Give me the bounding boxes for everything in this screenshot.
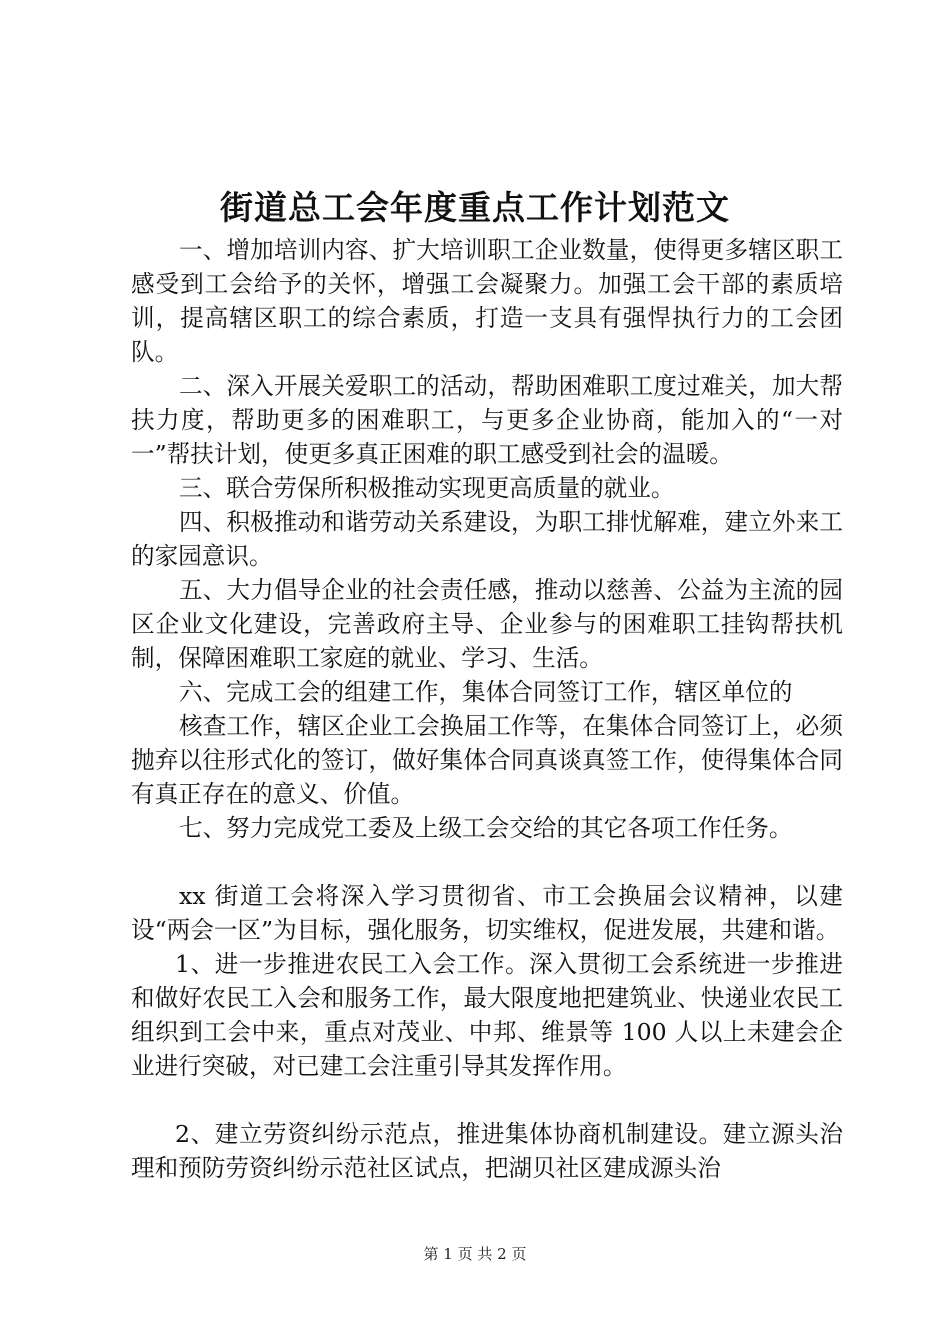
paragraph-9: 1、进一步推进农民工入会工作。深入贯彻工会系统进一步推进和做好农民工入会和服务工作，最大限度地把建筑业、快递业农民工组织到工会中来，重点对茂业、中邦、维景等 100 人以上未建会企业进行突破，对已建工会注重引导其发挥作用。 — [131, 950, 843, 1080]
paragraph-7: 七、努力完成党工委及上级工会交给的其它各项工作任务。 — [179, 814, 793, 842]
blank-line-2 — [131, 1083, 843, 1117]
paragraph-8: xx 街道工会将深入学习贯彻省、市工会换届会议精神，以建设“两会一区”为目标，强化服务，切实维权，促进发展，共建和谐。 — [131, 882, 843, 944]
paragraph-5: 五、大力倡导企业的社会责任感，推动以慈善、公益为主流的园区企业文化建设，完善政府主导、企业参与的困难职工挂钩帮扶机制，保障困难职工家庭的就业、学习、生活。 — [131, 576, 843, 672]
page-footer: 第 1 页 共 2 页 — [423, 1245, 527, 1263]
paragraph-1: 一、增加培训内容、扩大培训职工企业数量，使得更多辖区职工感受到工会给予的关怀，增强工会凝聚力。加强工会干部的素质培训，提高辖区职工的综合素质，打造一支具有强悍执行力的工会团队。 — [131, 236, 843, 366]
paragraph-10: 2、建立劳资纠纷示范点，推进集体协商机制建设。建立源头治理和预防劳资纠纷示范社区试点，把湖贝社区建成源头治 — [131, 1120, 843, 1182]
paragraph-3: 三、联合劳保所积极推动实现更高质量的就业。 — [179, 474, 675, 502]
blank-line — [131, 845, 843, 879]
document-title: 街道总工会年度重点工作计划范文 — [220, 188, 730, 227]
document-body — [131, 233, 843, 1185]
paragraph-2: 二、深入开展关爱职工的活动，帮助困难职工度过难关，加大帮扶力度，帮助更多的困难职工，与更多企业协商，能加入的“一对一”帮扶计划，使更多真正困难的职工感受到社会的温暖。 — [131, 372, 843, 468]
paragraph-6: 六、完成工会的组建工作，集体合同签订工作，辖区单位的 — [179, 678, 793, 706]
paragraph-6-continued: 核查工作，辖区企业工会换届工作等，在集体合同签订上，必须抛弃以往形式化的签订，做好集体合同真谈真签工作，使得集体合同有真正存在的意义、价值。 — [131, 712, 843, 808]
paragraph-4: 四、积极推动和谐劳动关系建设，为职工排忧解难，建立外来工的家园意识。 — [131, 508, 843, 570]
